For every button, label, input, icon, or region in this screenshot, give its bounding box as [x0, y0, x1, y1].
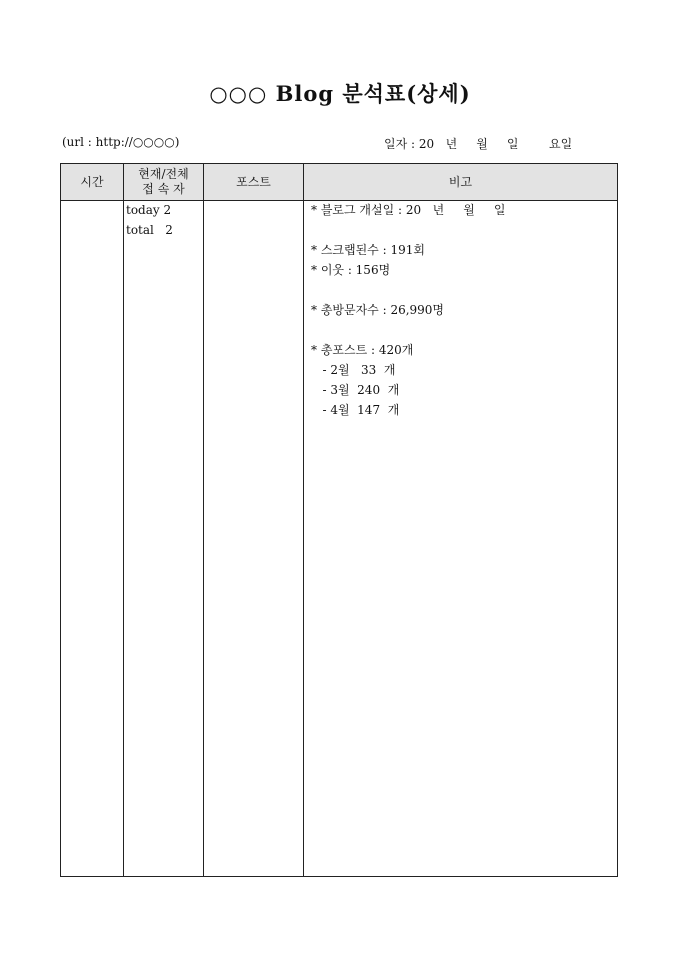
- notes-line: - 4월 147 개: [311, 403, 400, 417]
- header-notes: 비고: [448, 174, 473, 189]
- notes-line: * 스크랩된수 : 191회: [311, 243, 425, 257]
- notes-line: * 블로그 개설일 : 20 년 월 일: [311, 203, 506, 217]
- notes-line: - 3월 240 개: [311, 383, 400, 397]
- header-visitors-line2: 접 속 자: [142, 182, 185, 196]
- header-visitors-line1: 현재/전체: [138, 167, 189, 181]
- notes-line: [311, 320, 506, 340]
- visitors-today: today 2: [126, 203, 172, 217]
- header-visitors: [124, 164, 203, 200]
- analysis-table: [60, 163, 618, 877]
- notes-line: - 2월 33 개: [311, 363, 396, 377]
- report-date: 일자 : 20 년 월 일 요일: [384, 137, 573, 151]
- notes-line: * 총포스트 : 420개: [311, 343, 414, 357]
- notes-line: [311, 220, 506, 240]
- notes-line: * 이웃 : 156명: [311, 263, 391, 277]
- notes-cell: [311, 200, 506, 420]
- column-divider: [123, 164, 124, 876]
- column-divider: [303, 164, 304, 876]
- visitors-total: total 2: [126, 223, 173, 237]
- blog-url: (url : http://○○○○): [62, 135, 180, 149]
- column-divider: [203, 164, 204, 876]
- document-title: ○○○ Blog 분석표(상세): [209, 81, 471, 106]
- notes-line: [311, 280, 506, 300]
- notes-line: * 총방문자수 : 26,990명: [311, 303, 445, 317]
- header-time: 시간: [80, 174, 104, 189]
- header-posts: 포스트: [236, 174, 271, 189]
